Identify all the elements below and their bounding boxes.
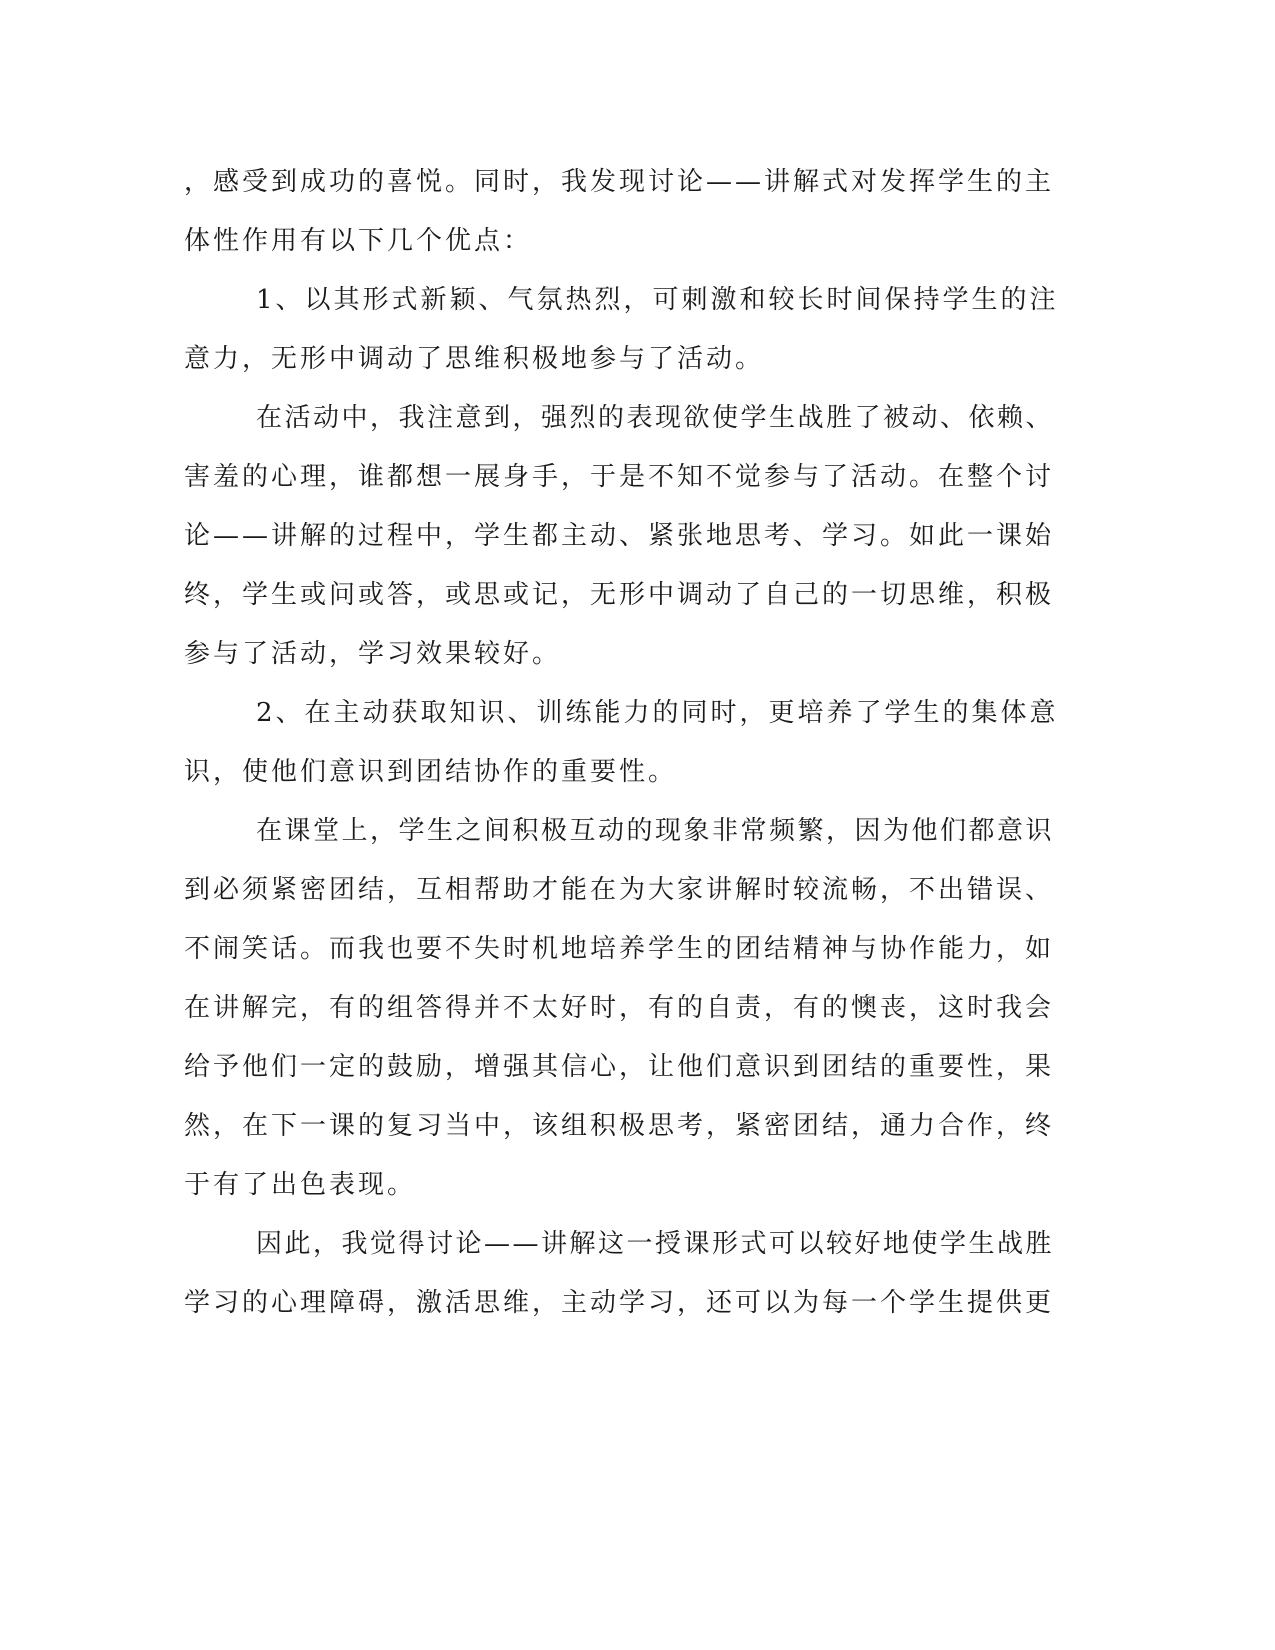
text-line: 在课堂上，学生之间积极互动的现象非常频繁，因为他们都意识 bbox=[256, 816, 1055, 846]
text-line: 然，在下一课的复习当中，该组积极思考，紧密团结，通力合作，终 bbox=[184, 1111, 1055, 1141]
text-line: 于有了出色表现。 bbox=[184, 1170, 417, 1200]
text-line: 害羞的心理，谁都想一展身手，于是不知不觉参与了活动。在整个讨 bbox=[184, 462, 1055, 492]
text-line: 2、在主动获取知识、训练能力的同时，更培养了学生的集体意 bbox=[256, 698, 1059, 728]
text-line: 到必须紧密团结，互相帮助才能在为大家讲解时较流畅，不出错误、 bbox=[184, 875, 1055, 905]
text-line: ，感受到成功的喜悦。同时，我发现讨论——讲解式对发挥学生的主 bbox=[184, 167, 1055, 197]
text-line: 因此，我觉得讨论——讲解这一授课形式可以较好地使学生战胜 bbox=[256, 1229, 1055, 1259]
text-line: 在活动中，我注意到，强烈的表现欲使学生战胜了被动、依赖、 bbox=[256, 403, 1055, 433]
text-line: 体性作用有以下几个优点： bbox=[184, 226, 533, 256]
text-line: 论——讲解的过程中，学生都主动、紧张地思考、学习。如此一课始 bbox=[184, 521, 1055, 551]
text-line: 1、以其形式新颖、气氛热烈，可刺激和较长时间保持学生的注 bbox=[256, 285, 1059, 315]
text-line: 终，学生或问或答，或思或记，无形中调动了自己的一切思维，积极 bbox=[184, 580, 1055, 610]
text-line: 参与了活动，学习效果较好。 bbox=[184, 639, 562, 669]
text-line: 识，使他们意识到团结协作的重要性。 bbox=[184, 757, 678, 787]
text-line: 意力，无形中调动了思维积极地参与了活动。 bbox=[184, 344, 765, 374]
text-line: 不闹笑话。而我也要不失时机地培养学生的团结精神与协作能力，如 bbox=[184, 934, 1055, 964]
text-line: 给予他们一定的鼓励，增强其信心，让他们意识到团结的重要性，果 bbox=[184, 1052, 1055, 1082]
text-line: 在讲解完，有的组答得并不太好时，有的自责，有的懊丧，这时我会 bbox=[184, 993, 1055, 1023]
text-line: 学习的心理障碍，激活思维，主动学习，还可以为每一个学生提供更 bbox=[184, 1288, 1055, 1318]
